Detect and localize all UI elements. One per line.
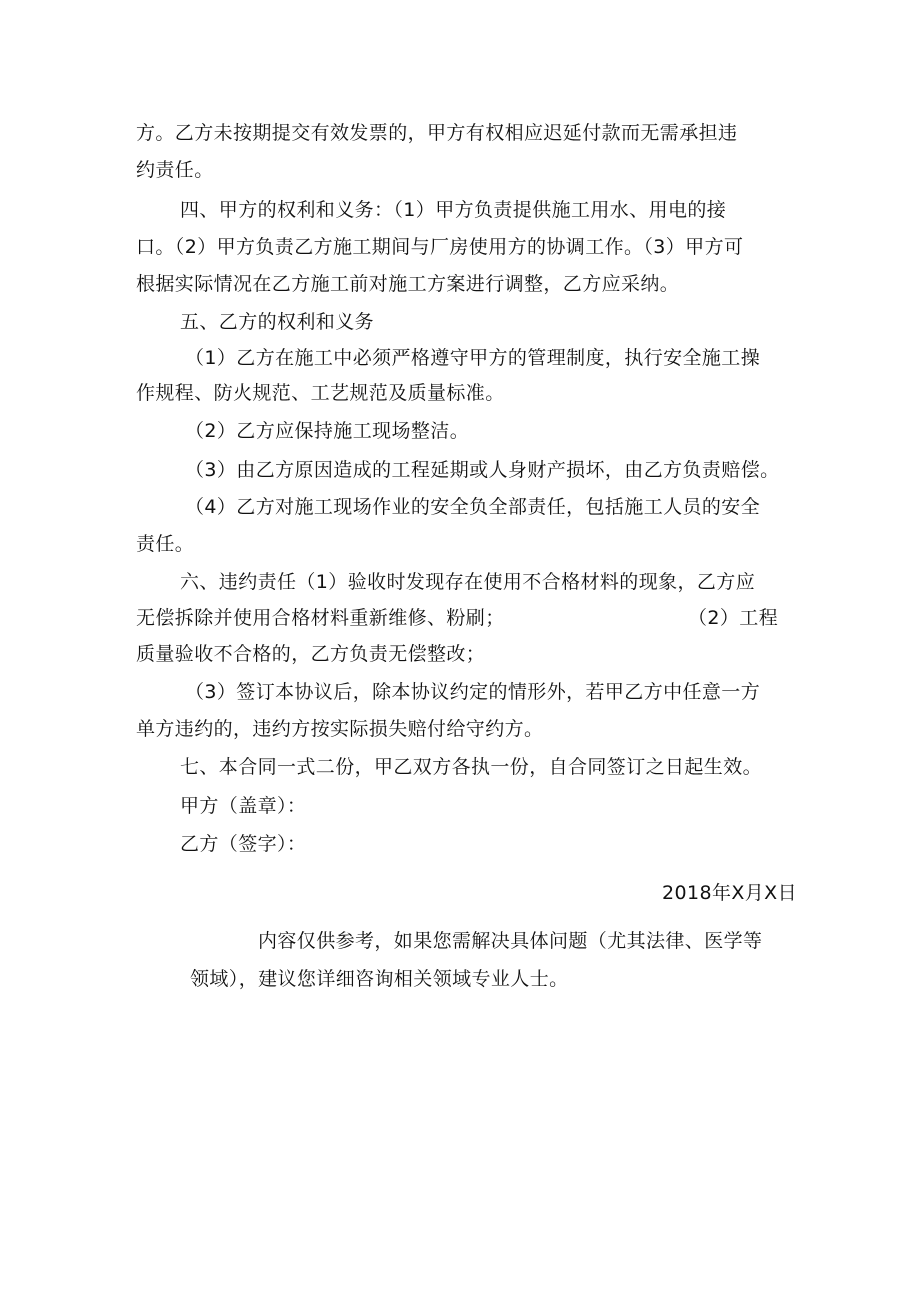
paragraph-line: 质量验收不合格的，乙方负责无偿整改； bbox=[136, 643, 486, 665]
paragraph-line: 单方违约的，违约方按实际损失赔付给守约方。 bbox=[136, 718, 544, 740]
clause-six-item-2: （2）工程 bbox=[688, 607, 779, 629]
clause-five-heading: 五、乙方的权利和义务 bbox=[180, 311, 375, 333]
clause-seven: 七、本合同一式二份，甲乙双方各执一份，自合同签订之日起生效。 bbox=[180, 756, 763, 778]
disclaimer-line: 内容仅供参考，如果您需解决具体问题（尤其法律、医学等 bbox=[258, 930, 763, 952]
clause-five-item-4: （4）乙方对施工现场作业的安全负全部责任，包括施工人员的安全 bbox=[185, 496, 761, 518]
disclaimer-line: 领域），建议您详细咨询相关领域专业人士。 bbox=[190, 968, 569, 990]
paragraph-line: 作规程、防火规范、工艺规范及质量标准。 bbox=[136, 382, 505, 404]
clause-six-item-3: （3）签订本协议后，除本协议约定的情形外，若甲乙方中任意一方 bbox=[185, 681, 761, 703]
paragraph-line: 无偿拆除并使用合格材料重新维修、粉刷； bbox=[136, 607, 505, 629]
paragraph-line: 责任。 bbox=[136, 533, 195, 555]
paragraph-line: 约责任。 bbox=[136, 159, 214, 181]
party-a-seal-label: 甲方（盖章）： bbox=[180, 795, 307, 817]
clause-five-item-3: （3）由乙方原因造成的工程延期或人身财产损坏，由乙方负责赔偿。 bbox=[185, 459, 780, 481]
paragraph-line: 根据实际情况在乙方施工前对施工方案进行调整，乙方应采纳。 bbox=[136, 273, 680, 295]
clause-five-item-2: （2）乙方应保持施工现场整洁。 bbox=[185, 420, 470, 442]
clause-five-item-1: （1）乙方在施工中必须严格遵守甲方的管理制度，执行安全施工操 bbox=[185, 347, 761, 369]
party-b-signature-label: 乙方（签字）： bbox=[180, 833, 307, 855]
paragraph-line: 方。乙方未按期提交有效发票的，甲方有权相应迟延付款而无需承担违 bbox=[136, 122, 738, 144]
signing-date: 2018年X月X日 bbox=[662, 882, 797, 904]
clause-four-heading: 四、甲方的权利和义务：（1）甲方负责提供施工用水、用电的接 bbox=[180, 199, 727, 221]
clause-six-heading: 六、违约责任（1）验收时发现存在使用不合格材料的现象，乙方应 bbox=[180, 571, 756, 593]
paragraph-line: 口。（2）甲方负责乙方施工期间与厂房使用方的协调工作。（3）甲方可 bbox=[136, 236, 744, 258]
